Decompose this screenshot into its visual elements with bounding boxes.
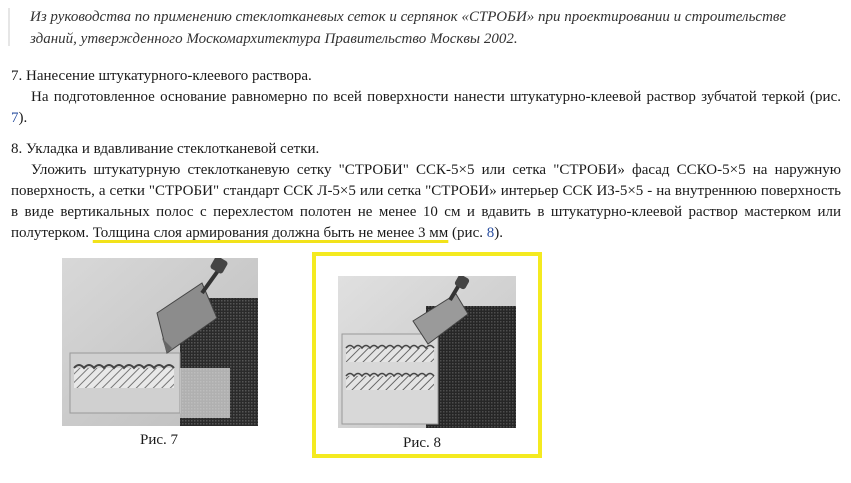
figure-7-image [62,258,258,426]
figure-7-caption: Рис. 7 [140,432,179,448]
quote-header [0,0,851,52]
section-7-text: На подготовленное основание равномерно по всей поверхности нанести штукатурно-клеевой раствор зубчатой теркой (рис. 7). [11,89,841,126]
quote-bar [8,8,10,46]
section-8-title: 8. Укладка и вдавливание стеклотканевой сетки. [11,141,320,157]
highlighted-sentence: Толщина слоя армирования должна быть не менее 3 мм [92,225,449,241]
figure-7-link[interactable]: 7 [11,110,19,126]
figure-8-highlight-frame [312,252,542,458]
section-8-text: Уложить штукатурную стеклотканевую сетку "СТРОБИ" ССК-5×5 или сетка "СТРОБИ» фасад ССКО-5×5 на наружную поверхность, а сетки "СТРОБИ" стандарт ССК Л-5×5 или сетка "СТРОБИ» интерьер ССК ИЗ-5×5 - на внутреннюю поверхность в виде вертикальных полос с перехлестом полотен не менее 10 см и вдавить в штукатурно-клеевой раствор мастерком или полутерком. Толщина слоя армирования должна быть не менее 3 мм (рис. 8). [11,162,841,241]
figure-8-link[interactable]: 8 [486,225,495,241]
section-7-title: 7. Нанесение штукатурного-клеевого раствора. [11,68,312,84]
document-body [11,66,841,244]
figure-8-caption: Рис. 8 [403,435,442,451]
quote-text: Из руководства по применению стеклотканевых сеток и серпянок «СТРОБИ» при проектировании и строительстве зданий, утвержденного Москомархитектура Правительство Москвы 2002. [30,9,787,47]
